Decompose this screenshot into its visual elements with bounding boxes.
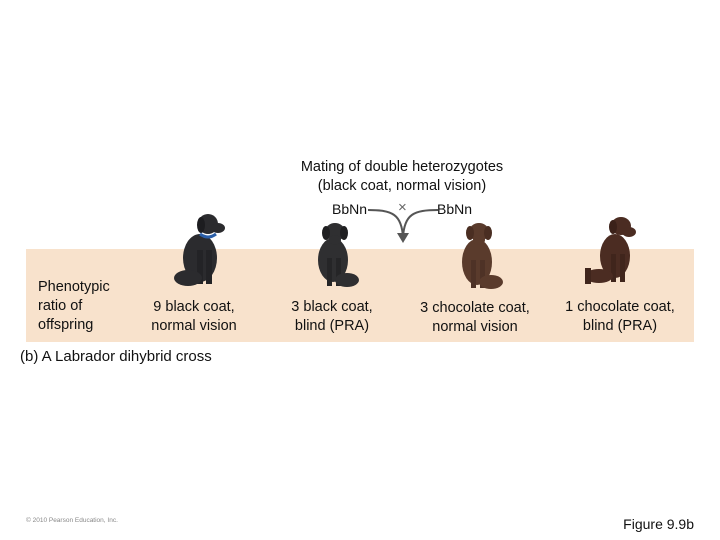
cross-symbol: × (398, 199, 407, 216)
parent-phenotype: (black coat, normal vision) (317, 178, 487, 194)
mating-title: Mating of double heterozygotes (300, 159, 504, 175)
phenotypic-ratio-label: Phenotypic ratio of offspring (38, 279, 110, 333)
ratio-black-blind: 3 black coat, blind (PRA) (291, 299, 373, 334)
parent-genotype-left: BbNn (332, 201, 368, 217)
dog-black-normal-vision-icon (170, 208, 230, 288)
figure-caption: (b) A Labrador dihybrid cross (20, 348, 212, 365)
figure-number: Figure 9.9b (623, 516, 694, 532)
dog-black-blind-icon (307, 218, 363, 288)
parent-genotype-right: BbNn (437, 201, 473, 217)
dog-chocolate-blind-icon (583, 212, 643, 284)
dog-chocolate-normal-vision-icon (451, 218, 507, 290)
copyright-notice: © 2010 Pearson Education, Inc. (26, 517, 118, 524)
ratio-chocolate-blind: 1 chocolate coat, blind (PRA) (565, 299, 675, 334)
ratio-black-normal-vision: 9 black coat, normal vision (151, 299, 237, 334)
ratio-chocolate-normal-vision: 3 chocolate coat, normal vision (420, 300, 530, 335)
